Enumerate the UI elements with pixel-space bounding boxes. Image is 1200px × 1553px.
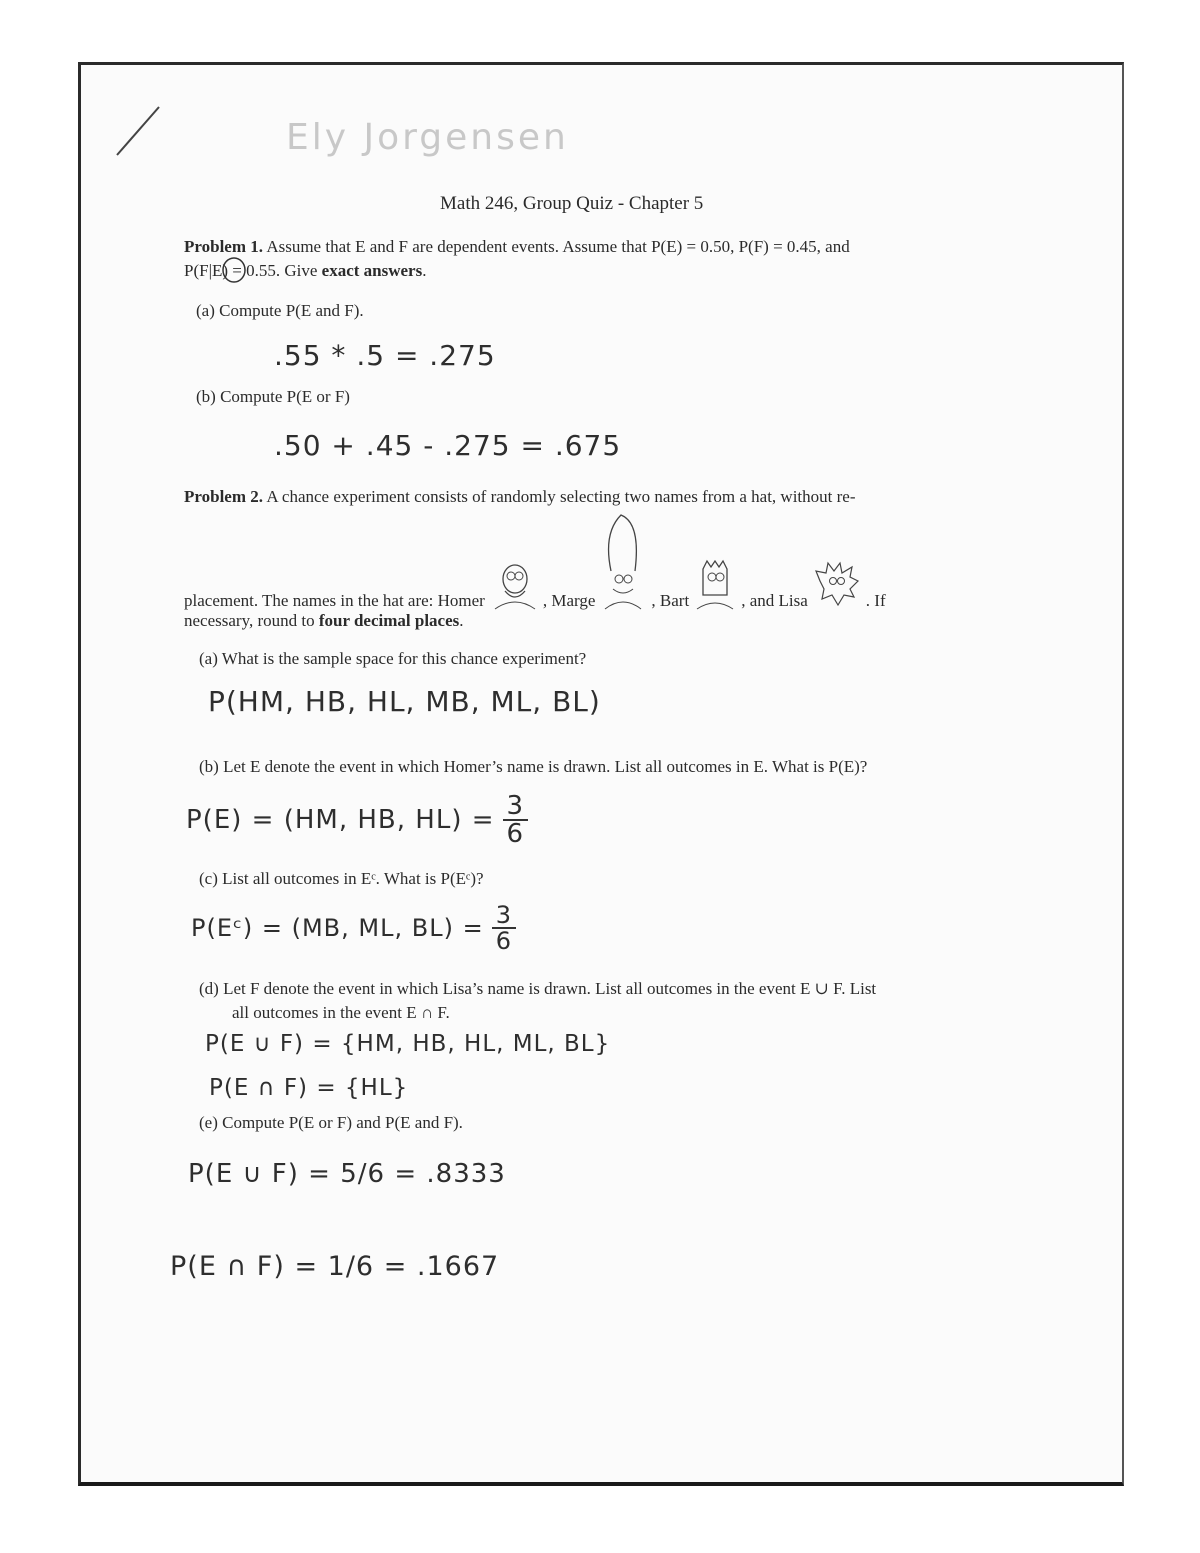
problem2-statement-line1: [184, 487, 856, 507]
part-b-fraction: [503, 793, 529, 847]
problem2-part-b-answer: [186, 793, 528, 847]
part-c-answer-lhs: P(Eᶜ) = (MB, ML, BL) =: [191, 914, 484, 942]
line3-text-a: necessary, round to: [184, 611, 315, 630]
circle-annotation-icon: [221, 256, 247, 284]
lisa-portrait-icon: [814, 561, 860, 611]
problem2-part-d-answer-intersection: P(E ∩ F) = {HL}: [209, 1075, 409, 1101]
homer-drawing: [491, 561, 537, 611]
sep-end: . If: [865, 591, 886, 610]
problem2-part-a-prompt: (a) What is the sample space for this chance experiment?: [199, 649, 587, 668]
problem2-part-e-answer-intersection: P(E ∩ F) = 1/6 = .1667: [170, 1251, 500, 1282]
problem2-part-e-answer-union: P(E ∪ F) = 5/6 = .8333: [188, 1159, 506, 1189]
problem1-part-b-answer: .50 + .45 - .275 = .675: [274, 429, 622, 462]
part-b-answer-lhs: P(E) = (HM, HB, HL) =: [186, 805, 495, 835]
marge-portrait-icon: [601, 513, 645, 611]
page-title: Math 246, Group Quiz - Chapter 5: [440, 193, 704, 214]
part-b-numerator: 3: [503, 793, 529, 821]
part-b-denominator: 6: [506, 819, 525, 849]
problem2-part-b-prompt: (b) Let E denote the event in which Homer’s name is drawn. List all outcomes in E. What is P(E)?: [199, 757, 868, 776]
problem2-part-d-prompt-line2: all outcomes in the event E ∩ F.: [232, 1003, 450, 1022]
homer-portrait-icon: [491, 561, 537, 611]
problem2-part-c-answer: [191, 903, 516, 953]
sep-marge: , Marge: [542, 591, 596, 610]
problem1-part-a-answer: .55 * .5 = .275: [274, 339, 496, 372]
bart-portrait-icon: [695, 559, 735, 611]
quiz-page: [78, 62, 1124, 1486]
part-c-denominator: 6: [495, 927, 512, 955]
part-c-numerator: 3: [492, 903, 516, 929]
student-name: Ely Jorgensen: [286, 117, 569, 158]
lisa-drawing: [814, 561, 860, 611]
problem1-exact-answers: exact answers: [321, 261, 423, 280]
problem1-text-2a: P(F|E) = 0.55. Give: [184, 261, 318, 280]
problem2-part-d-answer-union: P(E ∪ F) = {HM, HB, HL, ML, BL}: [205, 1031, 611, 1057]
problem2-names-line: [184, 511, 886, 611]
problem2-part-d-prompt-line1: (d) Let F denote the event in which Lisa’s name is drawn. List all outcomes in the event E ∪ F. List: [199, 979, 877, 998]
problem2-part-e-prompt: (e) Compute P(E or F) and P(E and F).: [199, 1113, 463, 1132]
problem1-label: Problem 1.: [184, 237, 264, 256]
problem1-statement-line1: [184, 237, 850, 257]
problem2-label: Problem 2.: [184, 487, 264, 506]
bart-drawing: [695, 559, 735, 611]
four-decimal-places: four decimal places: [318, 611, 460, 630]
problem2-text: A chance experiment consists of randomly selecting two names from a hat, without re-: [266, 487, 856, 506]
problem2-part-c-prompt: (c) List all outcomes in Eᶜ. What is P(Eᶜ)?: [199, 869, 484, 888]
problem1-text: Assume that E and F are dependent events. Assume that P(E) = 0.50, P(F) = 0.45, and: [266, 237, 850, 256]
part-c-fraction: [492, 903, 516, 953]
check-mark-icon: [113, 105, 163, 157]
line3-text-b: .: [459, 611, 464, 630]
problem2-statement-line3: [184, 611, 464, 631]
sep-bart: , Bart: [651, 591, 690, 610]
marge-drawing: [601, 513, 645, 611]
sep-lisa: , and Lisa: [741, 591, 808, 610]
names-intro: placement. The names in the hat are: Homer: [184, 591, 485, 610]
problem1-part-a-prompt: (a) Compute P(E and F).: [196, 301, 364, 320]
problem2-part-a-answer: P(HM, HB, HL, MB, ML, BL): [208, 685, 601, 718]
problem1-text-2b: .: [422, 261, 427, 280]
problem1-part-b-prompt: (b) Compute P(E or F): [196, 387, 350, 406]
